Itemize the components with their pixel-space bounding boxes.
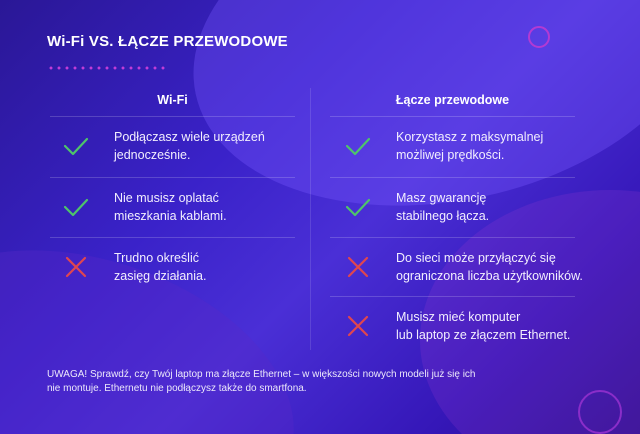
item-text	[396, 249, 583, 285]
checkmark-icon	[344, 132, 372, 160]
list-item	[62, 128, 265, 164]
checkmark-icon	[344, 193, 372, 221]
list-item	[344, 249, 583, 285]
item-text	[396, 128, 543, 164]
page-title: Wi-Fi VS. ŁĄCZE PRZEWODOWE	[47, 33, 288, 50]
decorative-ring	[528, 26, 550, 48]
column-divider	[310, 88, 311, 350]
column-heading-wifi: Wi-Fi	[157, 93, 188, 107]
item-text-line: zasięg działania.	[114, 269, 207, 283]
item-text	[114, 249, 206, 285]
item-text-line: Masz gwarancję	[396, 191, 487, 205]
item-text-line: Do sieci może przyłączyć się	[396, 251, 556, 265]
item-text	[114, 128, 265, 164]
row-divider	[330, 116, 575, 117]
item-text	[396, 308, 570, 344]
item-text-line: możliwej prędkości.	[396, 148, 505, 162]
item-text-line: stabilnego łącza.	[396, 209, 490, 223]
cross-icon	[344, 253, 372, 281]
row-divider	[50, 177, 295, 178]
item-text-line: Podłączasz wiele urządzeń	[114, 130, 265, 144]
footnote-line: UWAGA! Sprawdź, czy Twój laptop ma złącze Ethernet – w większości nowych modeli już się ich	[47, 369, 476, 380]
item-text-line: Trudno określić	[114, 251, 199, 265]
footnote	[47, 368, 507, 396]
item-text-line: lub laptop ze złączem Ethernet.	[396, 328, 571, 342]
row-divider	[330, 177, 575, 178]
list-item	[344, 128, 543, 164]
row-divider	[50, 237, 295, 238]
item-text	[396, 189, 489, 225]
checkmark-icon	[62, 193, 90, 221]
item-text-line: mieszkania kablami.	[114, 209, 227, 223]
row-divider	[50, 116, 295, 117]
item-text-line: Nie musisz oplatać	[114, 191, 219, 205]
cross-icon	[62, 253, 90, 281]
footnote-line: nie montuje. Ethernetu nie podłączysz także do smartfona.	[47, 383, 307, 394]
item-text-line: Musisz mieć komputer	[396, 310, 521, 324]
item-text-line: Korzystasz z maksymalnej	[396, 130, 544, 144]
list-item	[62, 249, 206, 285]
list-item	[344, 308, 570, 344]
decorative-ring	[578, 390, 622, 434]
item-text-line: ograniczona liczba użytkowników.	[396, 269, 583, 283]
checkmark-icon	[62, 132, 90, 160]
dotted-separator	[47, 66, 167, 70]
cross-icon	[344, 312, 372, 340]
item-text	[114, 189, 227, 225]
list-item	[62, 189, 227, 225]
row-divider	[330, 296, 575, 297]
item-text-line: jednocześnie.	[114, 148, 191, 162]
column-heading-wired: Łącze przewodowe	[395, 93, 510, 107]
list-item	[344, 189, 489, 225]
row-divider	[330, 237, 575, 238]
